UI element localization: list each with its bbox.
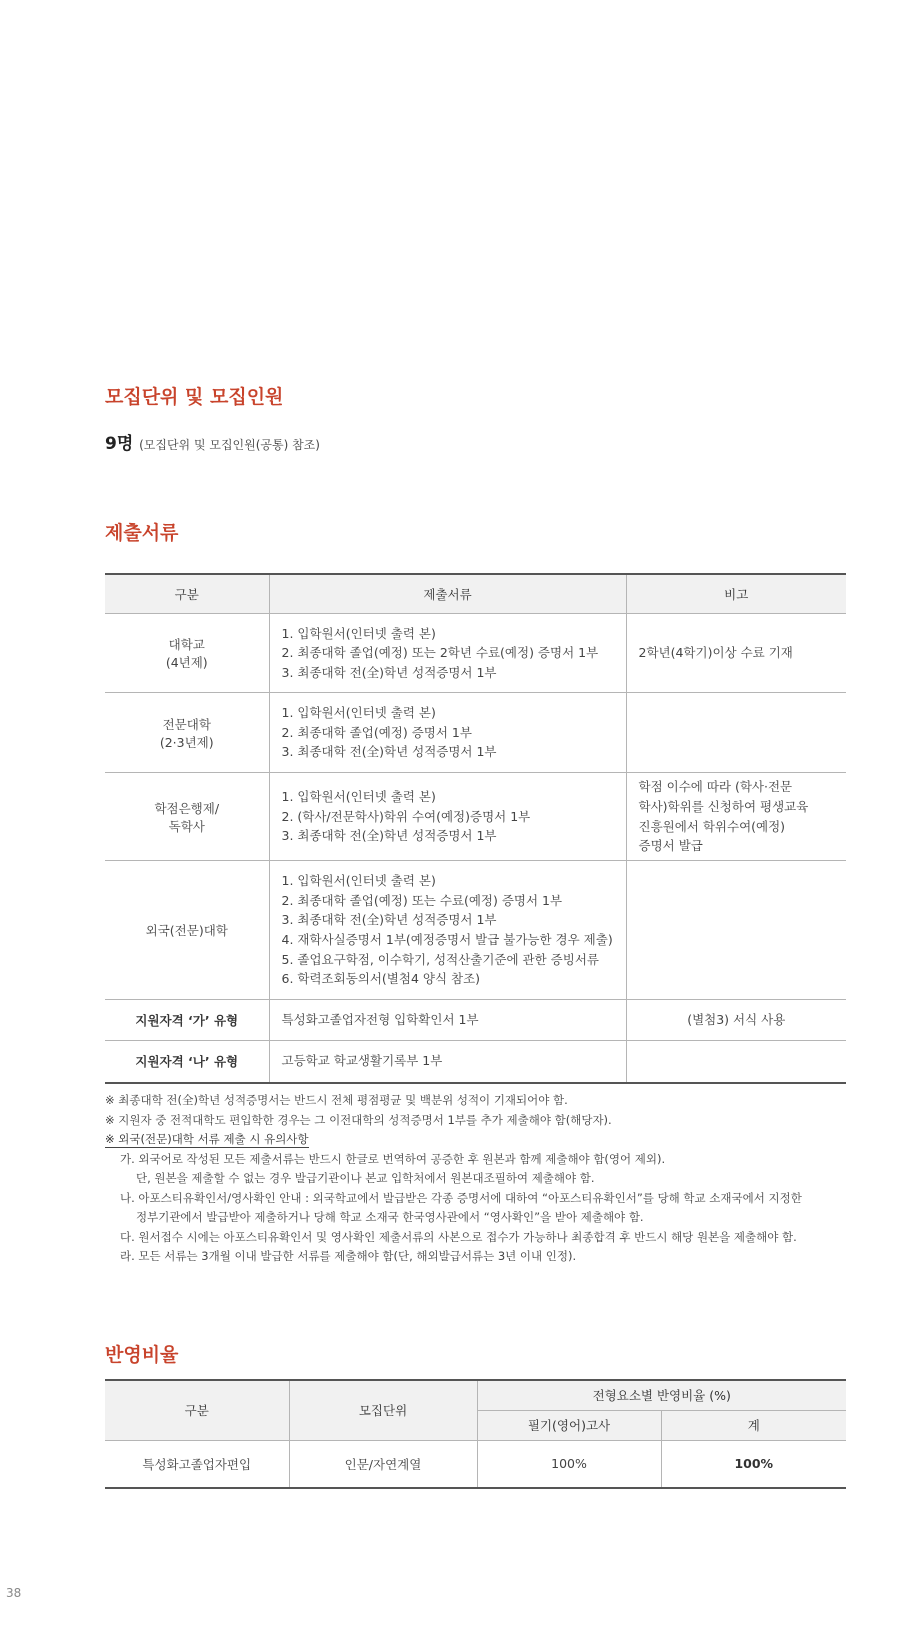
count-note: (모집단위 및 모집인원(공통) 참조) (139, 438, 320, 452)
table-header-row (105, 574, 846, 614)
row-documents: 1. 입학원서(인터넷 출력 본) 2. (학사/전문학사)학위 수여(예정)증명서 1부 3. 최종대학 전(全)학년 성적증명서 1부 (269, 773, 626, 861)
row-remark (626, 693, 846, 773)
table-row (105, 693, 846, 773)
header-category: 구분 (105, 1380, 289, 1440)
table-row (105, 1041, 846, 1083)
note-line: 다. 원서접수 시에는 아포스티유확인서 및 영사확인 제출서류의 사본으로 접수가 가능하나 최종합격 후 반드시 해당 원본을 제출해야 함. (120, 1229, 797, 1244)
table-row (105, 1000, 846, 1041)
note-foreign-heading: ※ 외국(전문)대학 서류 제출 시 유의사항 (105, 1132, 309, 1146)
note-line: ※ 지원자 중 전적대학도 편입학한 경우는 그 이전대학의 성적증명서 1부를 추가 제출해야 함(해당자). (105, 1112, 612, 1127)
section-title-ratio: 반영비율 (105, 1344, 179, 1366)
table-header-row (105, 1380, 846, 1410)
row-remark: 2학년(4학기)이상 수료 기재 (626, 614, 846, 693)
ratio-table (105, 1379, 846, 1489)
note-line: 가. 외국어로 작성된 모든 제출서류는 반드시 한글로 번역하여 공증한 후 원본과 함께 제출해야 함(영어 제외). (120, 1151, 666, 1166)
row-remark: 학점 이수에 따라 (학사·전문 학사)학위를 신청하여 평생교육 진흥원에서 학위수여(예정) 증명서 발급 (626, 773, 846, 861)
note-line: 나. 아포스티유확인서/영사확인 안내 : 외국학교에서 발급받은 각종 증명서에 대하여 “아포스티유확인서”를 당해 학교 소재국에서 지정한 (120, 1190, 802, 1205)
row-documents: 1. 입학원서(인터넷 출력 본) 2. 최종대학 졸업(예정) 또는 2학년 수료(예정) 증명서 1부 3. 최종대학 전(全)학년 성적증명서 1부 (269, 614, 626, 693)
note-line: 라. 모든 서류는 3개월 이내 발급한 서류를 제출해야 함(단, 해외발급서류는 3년 이내 인정). (120, 1249, 577, 1263)
ratio-category: 특성화고졸업자편입 (105, 1440, 289, 1488)
row-category: 외국(전문)대학 (105, 861, 269, 1000)
row-remark: (별첨3) 서식 사용 (626, 1000, 846, 1041)
section-title-documents: 제출서류 (105, 522, 179, 544)
row-category: 학점은행제/ 독학사 (105, 773, 269, 861)
note-line: ※ 최종대학 전(全)학년 성적증명서는 반드시 전체 평점평균 및 백분위 성적이 기재되어야 함. (105, 1093, 568, 1107)
documents-table (105, 573, 846, 1084)
row-category: 지원자격 ‘나’ 유형 (105, 1041, 269, 1083)
row-remark (626, 1041, 846, 1083)
table-row (105, 773, 846, 861)
note-line: 정부기관에서 발급받아 제출하거나 당해 학교 소재국 한국영사관에서 “영사확인”을 받아 제출해야 함. (136, 1210, 644, 1224)
header-remarks: 비고 (626, 574, 846, 614)
header-documents: 제출서류 (269, 574, 626, 614)
table-row (105, 614, 846, 693)
row-remark (626, 861, 846, 1000)
ratio-unit: 인문/자연계열 (289, 1440, 477, 1488)
note-line: 단, 원본을 제출할 수 없는 경우 발급기관이나 본교 입학처에서 원본대조필하여 제출해야 함. (136, 1171, 595, 1185)
row-category: 대학교 (4년제) (105, 614, 269, 693)
header-ratio-group: 전형요소별 반영비율 (%) (477, 1380, 846, 1410)
table-row (105, 1440, 846, 1488)
table-row (105, 861, 846, 1000)
recruitment-count (105, 429, 320, 454)
row-documents: 특성화고졸업자전형 입학확인서 1부 (269, 1000, 626, 1041)
row-category: 전문대학 (2·3년제) (105, 693, 269, 773)
row-documents: 1. 입학원서(인터넷 출력 본) 2. 최종대학 졸업(예정) 또는 수료(예정) 증명서 1부 3. 최종대학 전(全)학년 성적증명서 1부 4. 재학사실증명서 1부(예정증명서 발급 불가능한 경우 제출) 5. 졸업요구학점, 이수학기, 성적산출기준에 관한 증빙서류 6. 학력조회동의서(별첨4 양식 참조) (269, 861, 626, 1000)
header-written-exam: 필기(영어)고사 (477, 1410, 661, 1440)
header-category: 구분 (105, 574, 269, 614)
documents-notes (105, 1091, 802, 1267)
count-value: 9명 (105, 434, 134, 454)
header-total: 계 (661, 1410, 846, 1440)
row-documents: 고등학교 학교생활기록부 1부 (269, 1041, 626, 1083)
ratio-total: 100% (661, 1440, 846, 1488)
header-unit: 모집단위 (289, 1380, 477, 1440)
row-documents: 1. 입학원서(인터넷 출력 본) 2. 최종대학 졸업(예정) 증명서 1부 3. 최종대학 전(全)학년 성적증명서 1부 (269, 693, 626, 773)
page-number: 38 (6, 1586, 22, 1600)
ratio-written: 100% (477, 1440, 661, 1488)
section-title-recruitment: 모집단위 및 모집인원 (105, 386, 284, 408)
row-category: 지원자격 ‘가’ 유형 (105, 1000, 269, 1041)
